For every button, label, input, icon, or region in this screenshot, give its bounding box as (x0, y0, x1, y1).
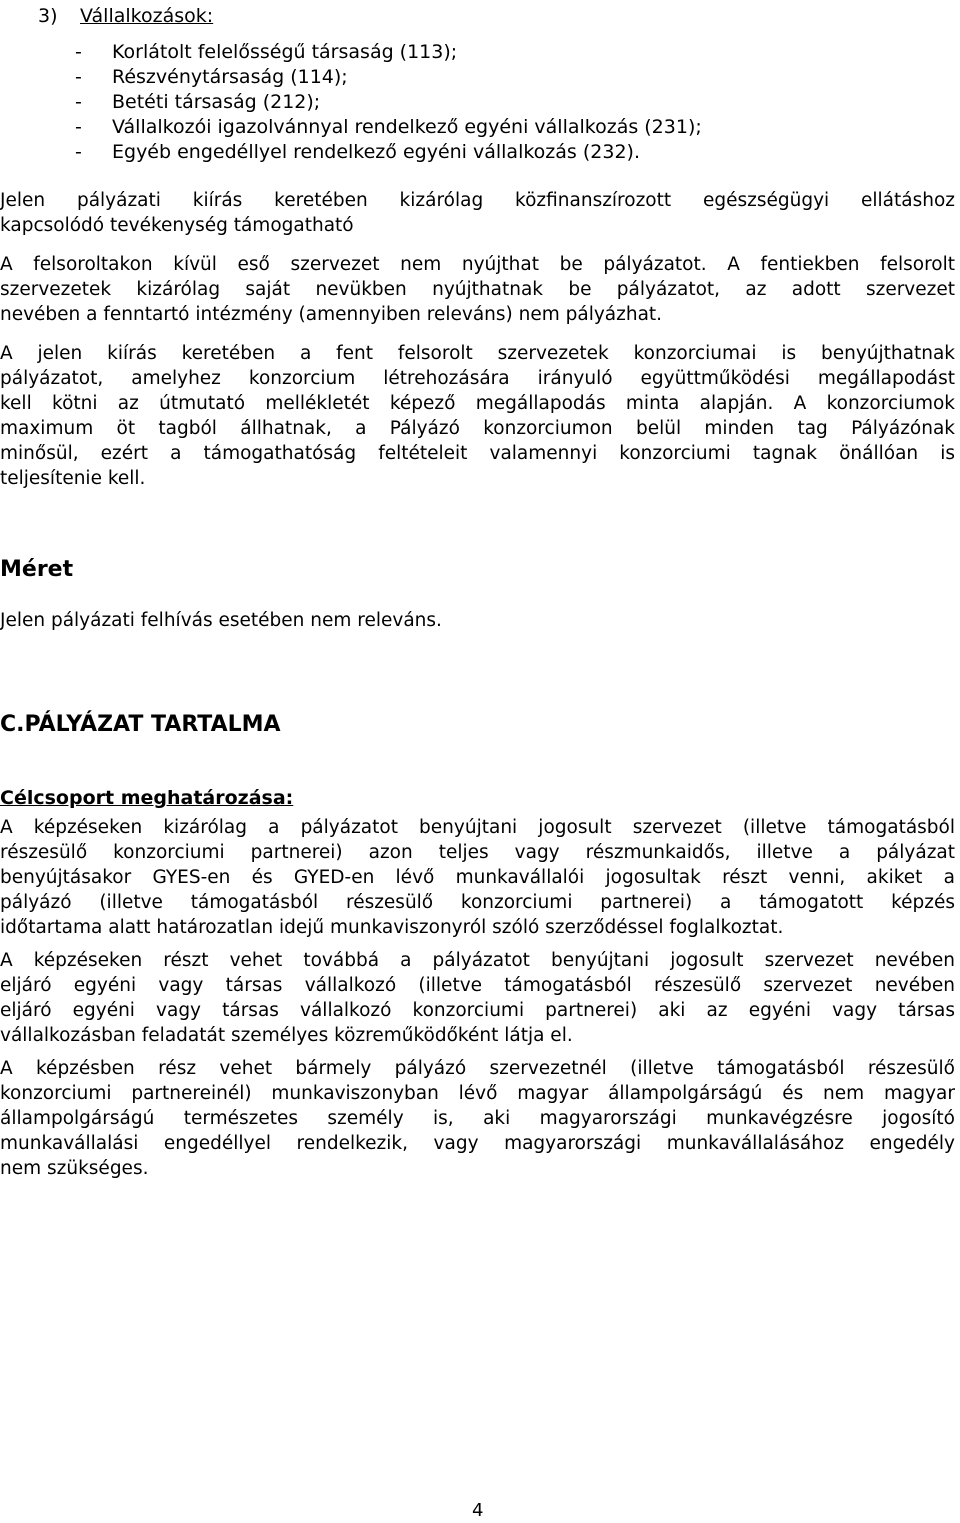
paragraph-line: kapcsolódó tevékenység támogatható (0, 215, 354, 236)
list-dash: - (75, 116, 82, 138)
paragraph-line: állampolgárságú természetes személy is, aki magyarországi munkavégzésre jogosító (0, 1108, 955, 1129)
heading-section-c: C.PÁLYÁZAT TARTALMA (0, 712, 281, 737)
paragraph-line: minősül, ezért a támogathatóság feltételeit valamennyi konzorciumi tagnak önállóan is (0, 443, 955, 464)
section-number: 3) (38, 5, 58, 27)
paragraph-line: kell kötni az útmutató mellékletét képező megállapodás minta alapján. A konzorciumok (0, 393, 955, 414)
paragraph-line: nevében a fenntartó intézmény (amennyiben releváns) nem pályázhat. (0, 304, 663, 325)
paragraph-line: időtartama alatt határozatlan idejű munkaviszonyról szóló szerződéssel foglalkoztat. (0, 917, 784, 938)
paragraph-line: vállalkozásban feladatát személyes közreműködőként látja el. (0, 1025, 573, 1046)
paragraph-line: A felsoroltakon kívül eső szervezet nem nyújthat be pályázatot. A fentiekben felsorolt (0, 254, 955, 275)
paragraph-line: A képzésben rész vehet bármely pályázó szervezetnél (illetve támogatásból részesülő (0, 1058, 955, 1079)
heading-celcsoport: Célcsoport meghatározása: (0, 787, 294, 809)
paragraph-line: részesülő konzorciumi partnerei) azon teljes vagy részmunkaidős, illetve a pályázat (0, 842, 955, 863)
list-item: Egyéb engedéllyel rendelkező egyéni vállalkozás (232). (112, 141, 640, 163)
paragraph-line: munkavállalási engedéllyel rendelkezik, vagy magyarországi munkavállalásához engedély (0, 1133, 955, 1154)
paragraph-line: eljáró egyéni vagy társas vállalkozó (illetve támogatásból részesülő szervezet nevében (0, 975, 955, 996)
paragraph-line: teljesítenie kell. (0, 468, 146, 489)
list-item: Korlátolt felelősségű társaság (113); (112, 41, 458, 63)
paragraph-line: eljáró egyéni vagy társas vállalkozó konzorciumi partnerei) aki az egyéni vagy társas (0, 1000, 955, 1021)
list-dash: - (75, 91, 82, 113)
paragraph-line: konzorciumi partnereinél) munkaviszonyban lévő magyar állampolgárságú és nem magyar (0, 1083, 955, 1104)
paragraph-line: maximum öt tagból állhatnak, a Pályázó konzorciumon belül minden tag Pályázónak (0, 418, 955, 439)
list-dash: - (75, 66, 82, 88)
meret-text: Jelen pályázati felhívás esetében nem releváns. (0, 610, 442, 631)
paragraph-line: pályázó (illetve támogatásból részesülő konzorciumi partnerei) a támogatott képzés (0, 892, 955, 913)
list-item: Részvénytársaság (114); (112, 66, 348, 88)
list-item: Vállalkozói igazolvánnyal rendelkező egyéni vállalkozás (231); (112, 116, 702, 138)
paragraph-line: Jelen pályázati kiírás keretében kizárólag közfinanszírozott egészségügyi ellátáshoz (0, 190, 955, 211)
heading-meret: Méret (0, 557, 74, 582)
paragraph-line: A képzéseken részt vehet továbbá a pályázatot benyújtani jogosult szervezet nevében (0, 950, 955, 971)
list-item: Betéti társaság (212); (112, 91, 321, 113)
section-title: Vállalkozások: (80, 5, 214, 27)
paragraph-line: pályázatot, amelyhez konzorcium létrehozására irányuló együttműködési megállapodást (0, 368, 955, 389)
page-number: 4 (472, 1500, 484, 1521)
list-dash: - (75, 41, 82, 63)
paragraph-line: szervezetek kizárólag saját nevükben nyújthatnak be pályázatot, az adott szervezet (0, 279, 955, 300)
paragraph-line: A jelen kiírás keretében a fent felsorolt szervezetek konzorciumai is benyújthatnak (0, 343, 955, 364)
paragraph-line: benyújtásakor GYES-en és GYED-en lévő munkavállalói jogosultak részt venni, akiket a (0, 867, 955, 888)
paragraph-line: nem szükséges. (0, 1158, 149, 1179)
paragraph-line: A képzéseken kizárólag a pályázatot benyújtani jogosult szervezet (illetve támogatásból (0, 817, 955, 838)
list-dash: - (75, 141, 82, 163)
